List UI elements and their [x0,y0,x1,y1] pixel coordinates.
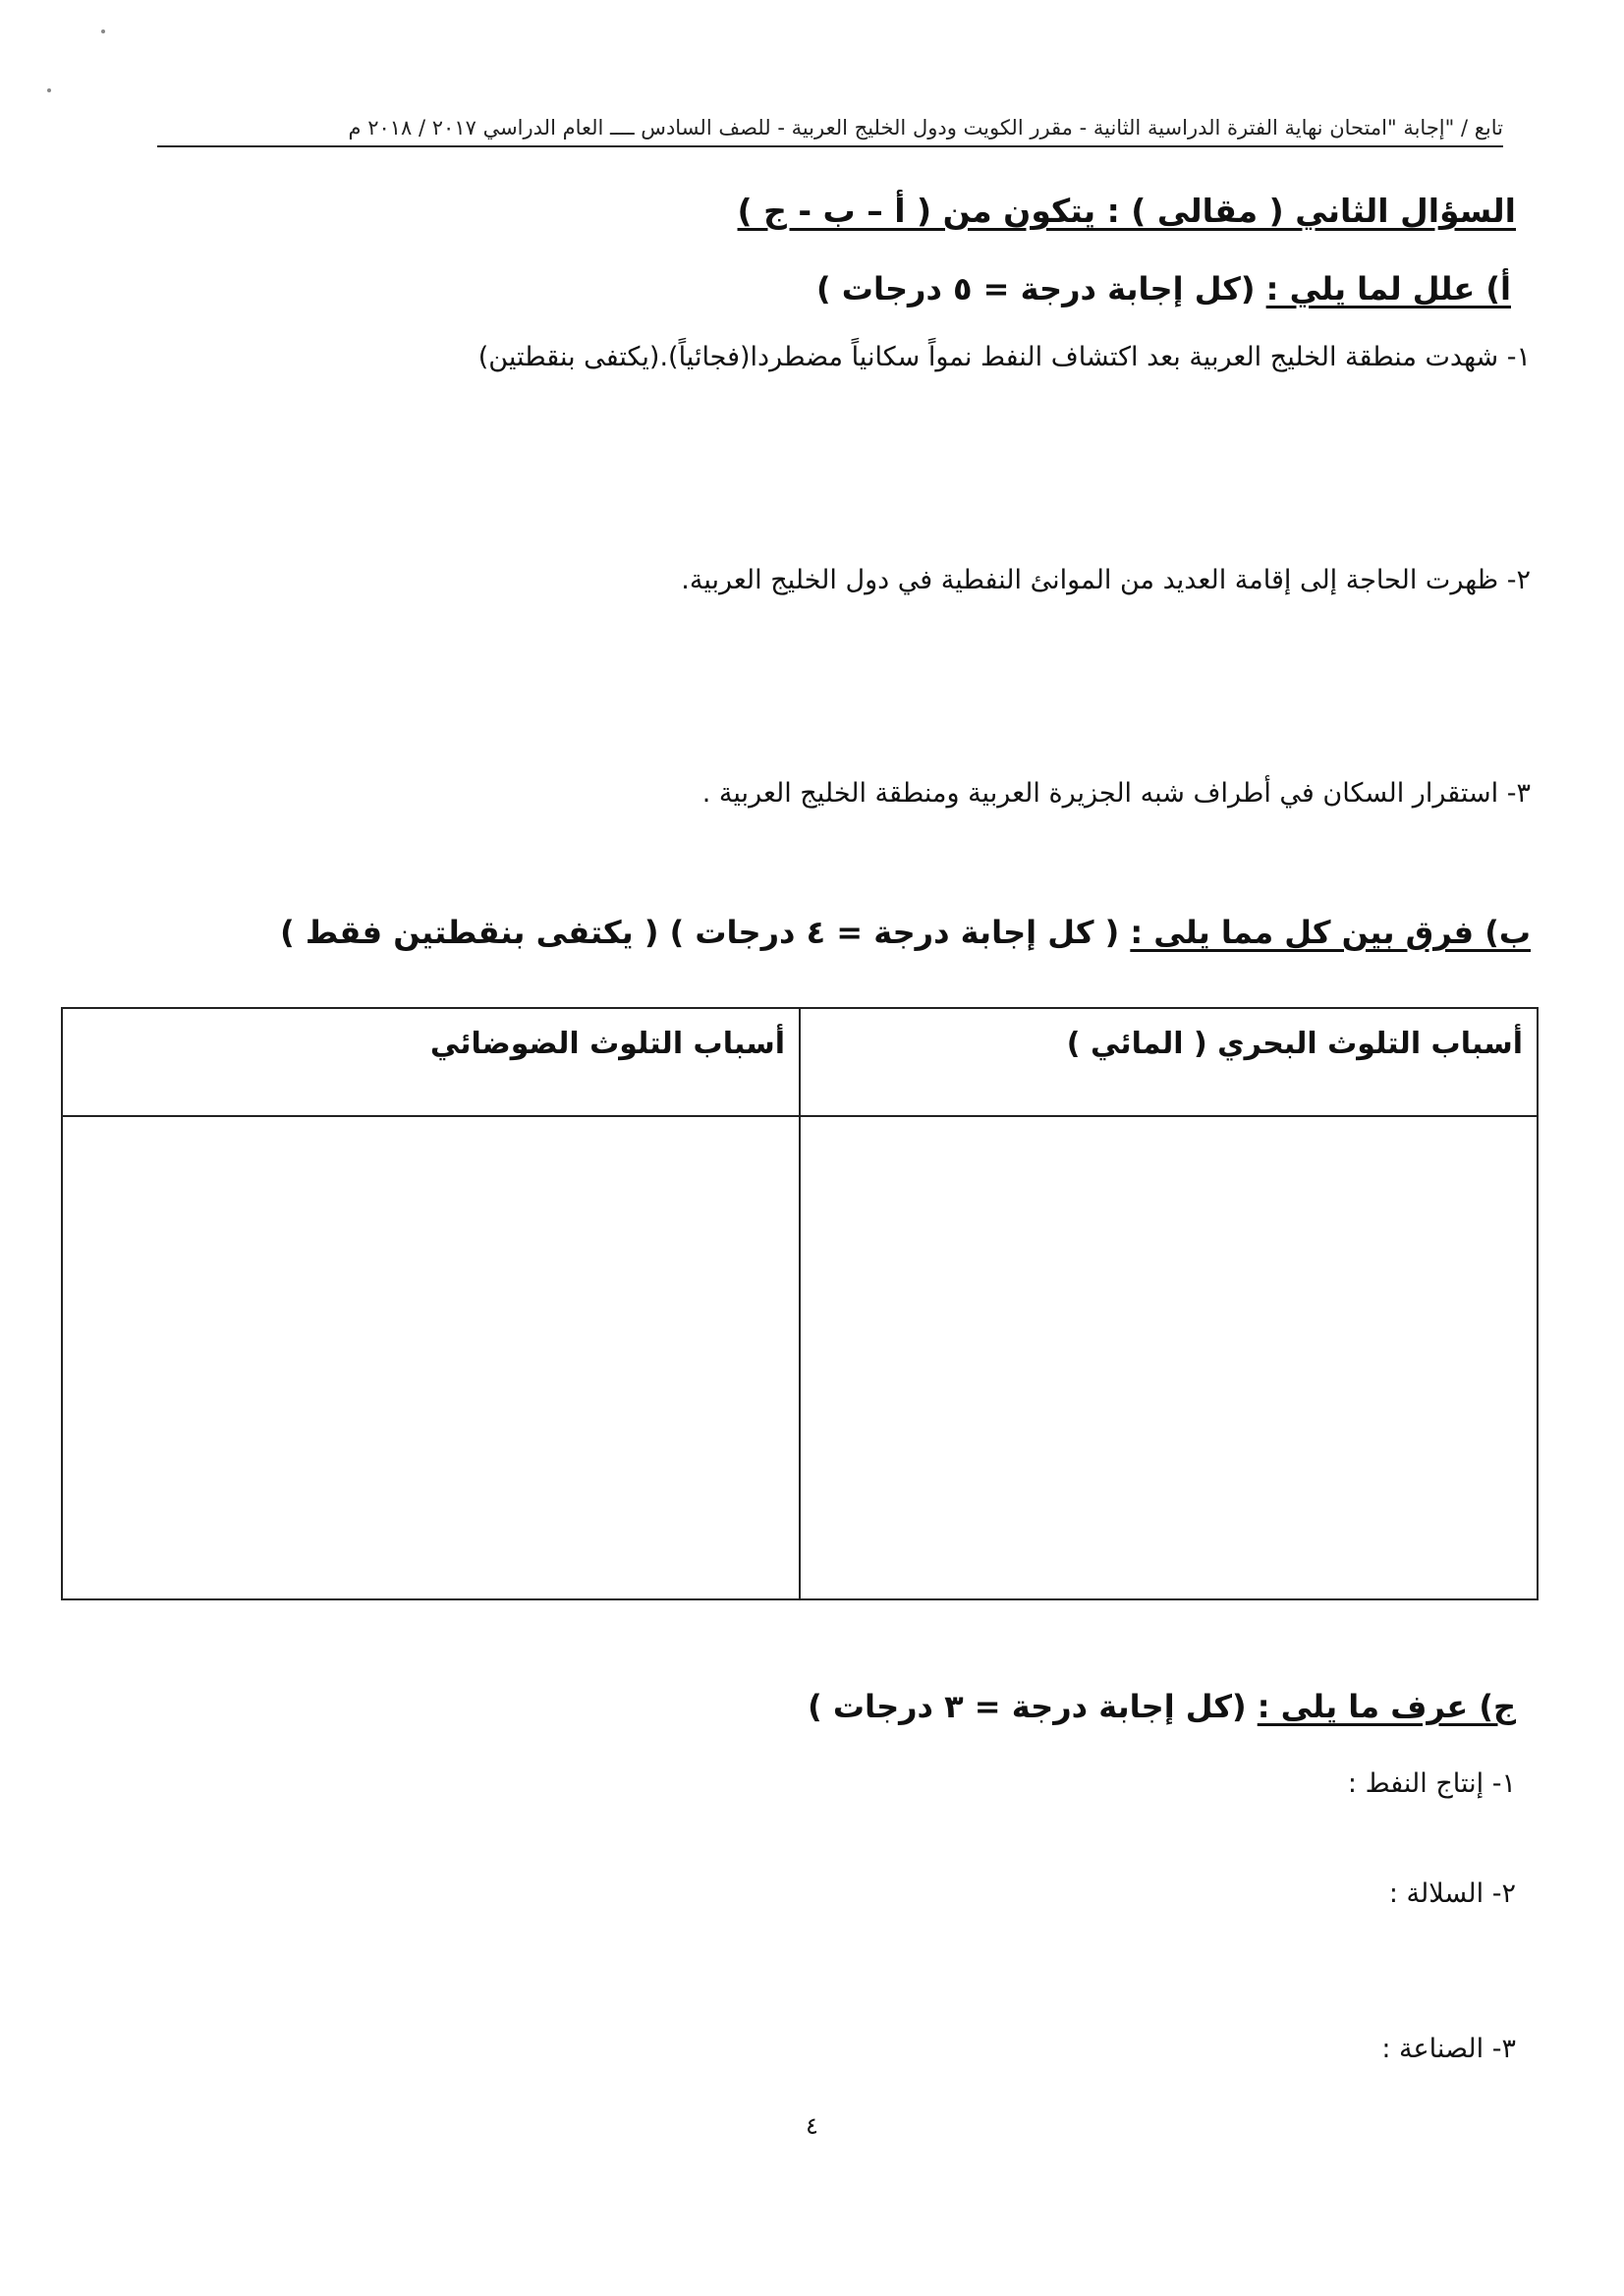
section-a-score: (كل إجابة درجة = ٥ درجات ) [816,270,1256,308]
section-b-label: ب) فرق بين كل مما يلى : [1130,914,1531,951]
scan-speck [101,29,105,33]
section-c-heading [808,1688,1516,1725]
section-a-item-2: ٢- ظهرت الحاجة إلى إقامة العديد من الموانئ النفطية في دول الخليج العربية. [681,565,1531,595]
section-a-item-1: ١- شهدت منطقة الخليج العربية بعد اكتشاف النفط نمواً سكانياً مضطردا(فجائياً).(يكتفى بنقطتين) [477,342,1531,372]
section-c-item-1: ١- إنتاج النفط : [1347,1768,1516,1799]
comparison-table [61,1007,1539,1600]
section-c-item-3: ٣- الصناعة : [1381,2034,1516,2064]
table-cell-noise [63,1117,799,1598]
table-header-marine: أسباب التلوث البحري ( المائي ) [801,1009,1537,1117]
section-a-heading [816,270,1511,308]
section-a-label: أ) علل لما يلي : [1265,270,1511,308]
table-header-noise: أسباب التلوث الضوضائي [63,1009,799,1117]
table-column-marine [801,1009,1537,1598]
table-cell-marine [801,1117,1537,1598]
section-c-item-2: ٢- السلالة : [1388,1878,1516,1909]
page-header: تابع / "إجابة "امتحان نهاية الفترة الدراسية الثانية - مقرر الكويت ودول الخليج العربية - للصف السادس ــــ العام الدراسي ٢٠١٧ / ٢٠١٨ م [157,116,1503,147]
section-c-label: ج) عرف ما يلى : [1257,1688,1516,1725]
section-c-score: (كل إجابة درجة = ٣ درجات ) [808,1688,1247,1725]
question-title: السؤال الثاني ( مقالى ) : يتكون من ( أ – ب - ج ) [737,192,1516,230]
section-a-item-3: ٣- استقرار السكان في أطراف شبه الجزيرة العربية ومنطقة الخليج العربية . [701,778,1531,809]
scan-speck [47,88,51,92]
section-b-heading [280,914,1531,951]
table-column-noise [63,1009,801,1598]
section-b-score: ( كل إجابة درجة = ٤ درجات ) ( يكتفى بنقطتين فقط ) [280,914,1120,951]
page-number: ٤ [806,2112,818,2140]
